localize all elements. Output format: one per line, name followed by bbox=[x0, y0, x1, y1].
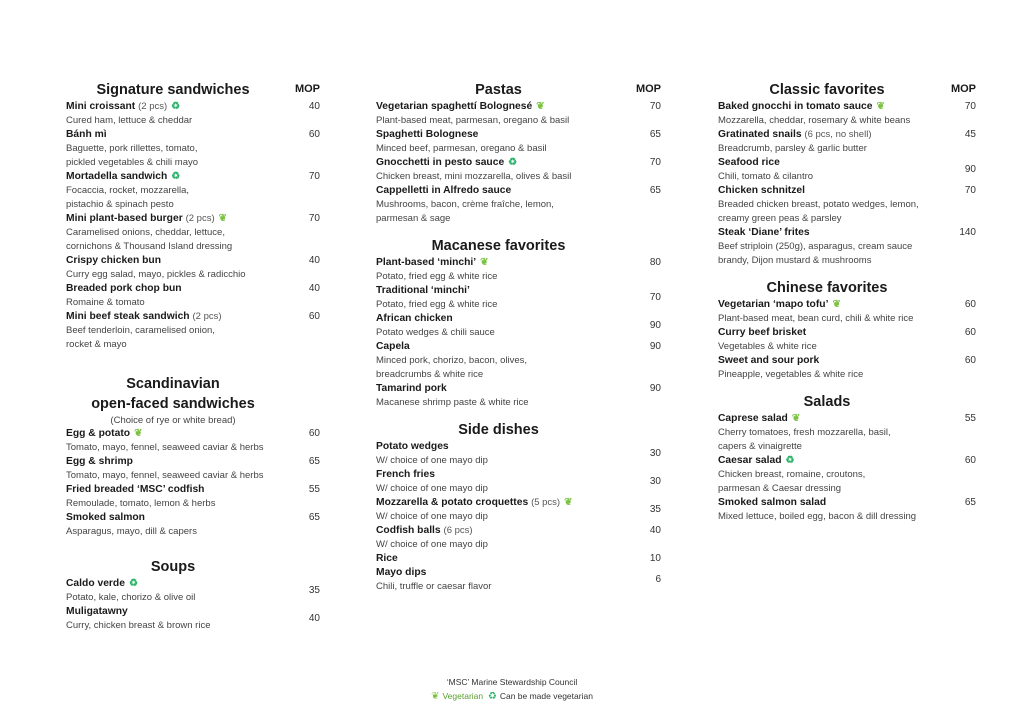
item-name: Caesar salad bbox=[718, 455, 782, 466]
menu-item bbox=[66, 455, 320, 483]
recycle-icon: ♻ bbox=[171, 171, 181, 182]
menu-item bbox=[718, 156, 976, 184]
item-line bbox=[718, 298, 946, 312]
item-name: Curry beef brisket bbox=[718, 327, 807, 338]
legend-can-be-vegetarian: Can be made vegetarian bbox=[499, 691, 593, 701]
item-price: 90 bbox=[649, 320, 661, 331]
item-description: Minced beef, parmesan, oregano & basil bbox=[376, 143, 547, 154]
menu-section bbox=[66, 557, 320, 633]
item-line bbox=[66, 455, 290, 469]
item-line bbox=[376, 496, 631, 510]
item-name: Gratinated snails bbox=[718, 129, 802, 140]
item-price: 70 bbox=[308, 213, 320, 224]
item-name: Vegetarian spaghettí Bolognesé bbox=[376, 101, 533, 112]
item-description: Breaded chicken breast, potato wedges, lemon, creamy green peas & parsley bbox=[718, 199, 919, 224]
item-price: 70 bbox=[964, 185, 976, 196]
item-name: Gnocchetti in pesto sauce bbox=[376, 157, 505, 168]
item-portion: (5 pcs) bbox=[531, 497, 561, 508]
item-line bbox=[66, 254, 290, 268]
menu-item bbox=[376, 100, 661, 128]
item-price: 40 bbox=[649, 525, 661, 536]
item-name: Potato wedges bbox=[376, 441, 449, 452]
item-price: 80 bbox=[649, 257, 661, 268]
section-title: Signature sandwiches bbox=[96, 82, 250, 98]
item-price: 60 bbox=[308, 129, 320, 140]
item-price: 70 bbox=[308, 171, 320, 182]
recycle-icon: ♻ bbox=[508, 157, 518, 168]
item-name: Steak ‘Diane’ frites bbox=[718, 227, 810, 238]
item-line bbox=[66, 310, 290, 324]
item-line bbox=[376, 100, 631, 114]
item-price: 35 bbox=[308, 585, 320, 596]
menu-item bbox=[718, 412, 976, 454]
item-description: Cherry tomatoes, fresh mozzarella, basil, capers & vinaigrette bbox=[718, 427, 891, 452]
item-name: Mini beef steak sandwich bbox=[66, 311, 190, 322]
item-name: Chicken schnitzel bbox=[718, 185, 805, 196]
menu-section bbox=[718, 80, 976, 268]
item-line bbox=[66, 483, 290, 497]
item-line bbox=[718, 354, 946, 368]
item-name: Codfish balls bbox=[376, 525, 441, 536]
item-description: Remoulade, tomato, lemon & herbs bbox=[66, 498, 216, 509]
item-name: Mozzarella & potato croquettes bbox=[376, 497, 529, 508]
item-price: 55 bbox=[308, 484, 320, 495]
item-line bbox=[66, 511, 290, 525]
section-header bbox=[718, 392, 976, 412]
section-title: Scandinavian open-faced sandwiches bbox=[91, 376, 255, 412]
item-portion: (2 pcs) bbox=[192, 311, 222, 322]
item-name: Tamarind pork bbox=[376, 383, 447, 394]
menu-item bbox=[66, 170, 320, 212]
item-price: 30 bbox=[649, 476, 661, 487]
currency-label: MOP bbox=[950, 83, 976, 95]
item-line bbox=[376, 340, 631, 354]
item-description: Caramelised onions, cheddar, lettuce, cornichons & Thousand Island dressing bbox=[66, 227, 233, 252]
recycle-icon: ♻ bbox=[785, 455, 795, 466]
leaf-icon: ❦ bbox=[134, 428, 143, 439]
item-price: 45 bbox=[964, 129, 976, 140]
item-name: Spaghetti Bolognese bbox=[376, 129, 479, 140]
section-header bbox=[66, 80, 320, 100]
item-price: 60 bbox=[964, 455, 976, 466]
recycle-icon: ♻ bbox=[487, 691, 497, 702]
item-name: Mini croissant bbox=[66, 101, 136, 112]
menu-item bbox=[66, 310, 320, 352]
item-name: Fried breaded ‘MSC’ codfish bbox=[66, 484, 205, 495]
item-name: Plant-based ‘minchi’ bbox=[376, 257, 477, 268]
menu-item bbox=[718, 326, 976, 354]
item-price: 90 bbox=[964, 164, 976, 175]
item-price: 70 bbox=[649, 292, 661, 303]
item-price: 30 bbox=[649, 448, 661, 459]
menu-section bbox=[376, 80, 661, 226]
currency-label: MOP bbox=[294, 83, 320, 95]
menu-item bbox=[66, 254, 320, 282]
item-line bbox=[376, 566, 631, 580]
item-line bbox=[376, 440, 631, 454]
leaf-icon: ❦ bbox=[536, 101, 545, 112]
item-price: 40 bbox=[308, 613, 320, 624]
item-description: Beef striploin (250g), asparagus, cream sauce brandy, Dijon mustard & mushrooms bbox=[718, 241, 913, 266]
menu-item bbox=[718, 184, 976, 226]
item-name: Muligatawny bbox=[66, 606, 128, 617]
item-name: Egg & shrimp bbox=[66, 456, 133, 467]
msc-note: ‘MSC’ Marine Stewardship Council bbox=[446, 677, 578, 687]
menu-section bbox=[376, 236, 661, 410]
item-description: Macanese shrimp paste & white rice bbox=[376, 397, 529, 408]
section-subtitle: (Choice of rye or white bread) bbox=[110, 415, 236, 426]
item-price: 60 bbox=[308, 428, 320, 439]
leaf-icon: ❦ bbox=[564, 497, 573, 508]
item-name: Egg & potato bbox=[66, 428, 131, 439]
menu-item bbox=[66, 100, 320, 128]
item-description: Minced pork, chorizo, bacon, olives, breadcrumbs & white rice bbox=[376, 355, 528, 380]
item-price: 140 bbox=[959, 227, 976, 238]
item-price: 65 bbox=[649, 185, 661, 196]
legend-vegetarian: Vegetarian bbox=[442, 691, 484, 701]
section-title: Macanese favorites bbox=[431, 238, 566, 254]
item-description: Breadcrumb, parsley & garlic butter bbox=[718, 143, 867, 154]
item-line bbox=[718, 184, 946, 198]
item-line bbox=[66, 577, 290, 591]
item-price: 90 bbox=[649, 341, 661, 352]
item-line bbox=[718, 326, 946, 340]
item-name: Baked gnocchi in tomato sauce bbox=[718, 101, 873, 112]
leaf-icon: ❦ bbox=[480, 257, 489, 268]
item-description: Mushrooms, bacon, crème fraîche, lemon, parmesan & sage bbox=[376, 199, 554, 224]
menu-item bbox=[718, 354, 976, 382]
menu-section bbox=[66, 80, 320, 352]
item-price: 70 bbox=[649, 157, 661, 168]
item-description: Chicken breast, mini mozzarella, olives & basil bbox=[376, 171, 572, 182]
item-name: Smoked salmon bbox=[66, 512, 145, 523]
item-price: 60 bbox=[964, 327, 976, 338]
item-name: Breaded pork chop bun bbox=[66, 283, 182, 294]
item-description: Potato, fried egg & white rice bbox=[376, 271, 498, 282]
item-line bbox=[66, 128, 290, 142]
item-description: Potato, kale, chorizo & olive oil bbox=[66, 592, 196, 603]
menu-item bbox=[376, 496, 661, 524]
item-price: 10 bbox=[649, 553, 661, 564]
menu-item bbox=[66, 282, 320, 310]
item-description: Chili, tomato & cilantro bbox=[718, 171, 814, 182]
item-name: Bánh mì bbox=[66, 129, 107, 140]
item-description: Cured ham, lettuce & cheddar bbox=[66, 115, 193, 126]
item-line bbox=[376, 552, 631, 566]
item-line bbox=[66, 282, 290, 296]
menu-item bbox=[718, 454, 976, 496]
item-line bbox=[66, 100, 290, 114]
item-name: Vegetarian ‘mapo tofu’ bbox=[718, 299, 829, 310]
item-line bbox=[376, 312, 631, 326]
item-description: Beef tenderloin, caramelised onion, rocket & mayo bbox=[66, 325, 215, 350]
item-description: Chicken breast, romaine, croutons, parmesan & Caesar dressing bbox=[718, 469, 866, 494]
item-price: 6 bbox=[655, 574, 661, 585]
item-description: Potato wedges & chili sauce bbox=[376, 327, 495, 338]
section-title: Chinese favorites bbox=[766, 280, 888, 296]
item-name: Sweet and sour pork bbox=[718, 355, 820, 366]
menu-item bbox=[376, 552, 661, 566]
menu-column-1 bbox=[66, 80, 320, 647]
item-price: 70 bbox=[649, 101, 661, 112]
item-description: Mixed lettuce, boiled egg, bacon & dill dressing bbox=[718, 511, 917, 522]
section-title: Salads bbox=[803, 394, 851, 410]
item-name: Cappelletti in Alfredo sauce bbox=[376, 185, 512, 196]
menu-item bbox=[66, 212, 320, 254]
recycle-icon: ♻ bbox=[171, 101, 181, 112]
item-description: W/ choice of one mayo dip bbox=[376, 511, 488, 522]
item-description: Vegetables & white rice bbox=[718, 341, 817, 352]
item-line bbox=[718, 156, 946, 170]
item-description: Curry egg salad, mayo, pickles & radicchio bbox=[66, 269, 246, 280]
item-line bbox=[376, 468, 631, 482]
item-line bbox=[718, 226, 946, 240]
section-header bbox=[66, 374, 320, 414]
item-price: 60 bbox=[964, 299, 976, 310]
item-name: Caldo verde bbox=[66, 578, 125, 589]
menu-item bbox=[66, 427, 320, 455]
menu-section bbox=[66, 374, 320, 539]
section-header bbox=[376, 420, 661, 440]
menu-item bbox=[376, 256, 661, 284]
menu-item bbox=[718, 496, 976, 524]
item-name: Traditional ‘minchi’ bbox=[376, 285, 470, 296]
section-title: Side dishes bbox=[458, 422, 539, 438]
menu-item bbox=[718, 226, 976, 268]
item-description: Pineapple, vegetables & white rice bbox=[718, 369, 864, 380]
item-line bbox=[718, 412, 946, 426]
menu-item bbox=[66, 577, 320, 605]
item-portion: (6 pcs, no shell) bbox=[804, 129, 872, 140]
menu-item bbox=[376, 440, 661, 468]
leaf-icon: ❦ bbox=[832, 299, 841, 310]
menu-item bbox=[718, 100, 976, 128]
item-name: Mayo dips bbox=[376, 567, 427, 578]
leaf-icon: ❦ bbox=[791, 413, 801, 424]
item-portion: (6 pcs) bbox=[443, 525, 473, 536]
item-line bbox=[718, 128, 946, 142]
item-line bbox=[66, 605, 290, 619]
item-price: 55 bbox=[964, 413, 976, 424]
item-portion: (2 pcs) bbox=[185, 213, 215, 224]
item-line bbox=[376, 382, 631, 396]
menu-section bbox=[376, 420, 661, 594]
item-line bbox=[718, 100, 946, 114]
menu-item bbox=[376, 312, 661, 340]
menu-item bbox=[376, 156, 661, 184]
menu-section bbox=[718, 278, 976, 382]
item-line bbox=[66, 212, 290, 226]
item-line bbox=[376, 524, 631, 538]
leaf-icon: ❦ bbox=[218, 213, 228, 224]
menu-item bbox=[376, 566, 661, 594]
menu-item bbox=[376, 284, 661, 312]
item-name: Smoked salmon salad bbox=[718, 497, 827, 508]
item-description: W/ choice of one mayo dip bbox=[376, 539, 488, 550]
section-title: Classic favorites bbox=[769, 82, 885, 98]
item-line bbox=[66, 427, 290, 441]
menu-item bbox=[718, 128, 976, 156]
item-name: Seafood rice bbox=[718, 157, 780, 168]
item-line bbox=[66, 170, 290, 184]
section-header bbox=[376, 80, 661, 100]
item-line bbox=[376, 128, 631, 142]
item-line bbox=[376, 284, 631, 298]
item-description: Mozzarella, cheddar, rosemary & white beans bbox=[718, 115, 911, 126]
section-header bbox=[66, 557, 320, 577]
item-description: Plant-based meat, bean curd, chili & white rice bbox=[718, 313, 914, 324]
item-description: Chili, truffle or caesar flavor bbox=[376, 581, 492, 592]
item-line bbox=[718, 454, 946, 468]
item-name: Mini plant-based burger bbox=[66, 213, 183, 224]
item-description: Romaine & tomato bbox=[66, 297, 145, 308]
leaf-icon: ❦ bbox=[876, 101, 885, 112]
menu-item bbox=[66, 511, 320, 539]
section-header bbox=[376, 236, 661, 256]
item-description: Potato, fried egg & white rice bbox=[376, 299, 498, 310]
item-name: Capela bbox=[376, 341, 410, 352]
menu-column-2 bbox=[376, 80, 661, 608]
item-price: 35 bbox=[649, 504, 661, 515]
menu-item bbox=[376, 524, 661, 552]
menu-item bbox=[376, 468, 661, 496]
item-name: French fries bbox=[376, 469, 435, 480]
item-price: 60 bbox=[308, 311, 320, 322]
item-description: Focaccia, rocket, mozzarella, pistachio & spinach pesto bbox=[66, 185, 190, 210]
item-line bbox=[376, 256, 631, 270]
item-line bbox=[718, 496, 946, 510]
currency-label: MOP bbox=[635, 83, 661, 95]
menu-section bbox=[718, 392, 976, 524]
item-description: W/ choice of one mayo dip bbox=[376, 455, 488, 466]
item-price: 70 bbox=[964, 101, 976, 112]
menu-column-3 bbox=[718, 80, 976, 538]
menu-item bbox=[66, 483, 320, 511]
item-description: Baguette, pork rillettes, tomato, pickled vegetables & chili mayo bbox=[66, 143, 199, 168]
item-line bbox=[376, 184, 631, 198]
item-price: 65 bbox=[649, 129, 661, 140]
item-price: 65 bbox=[964, 497, 976, 508]
item-price: 60 bbox=[964, 355, 976, 366]
menu-item bbox=[66, 128, 320, 170]
menu-item bbox=[376, 340, 661, 382]
item-description: Asparagus, mayo, dill & capers bbox=[66, 526, 197, 537]
item-price: 40 bbox=[308, 255, 320, 266]
leaf-icon: ❦ bbox=[431, 691, 440, 702]
item-description: Tomato, mayo, fennel, seaweed caviar & herbs bbox=[66, 442, 264, 453]
item-price: 40 bbox=[308, 101, 320, 112]
section-title: Soups bbox=[150, 559, 196, 575]
legend-row bbox=[0, 689, 1024, 704]
item-description: W/ choice of one mayo dip bbox=[376, 483, 488, 494]
item-name: Caprese salad bbox=[718, 413, 788, 424]
item-line bbox=[376, 156, 631, 170]
item-description: Curry, chicken breast & brown rice bbox=[66, 620, 211, 631]
item-price: 65 bbox=[308, 456, 320, 467]
item-description: Tomato, mayo, fennel, seaweed caviar & herbs bbox=[66, 470, 264, 481]
item-name: African chicken bbox=[376, 313, 453, 324]
item-description: Plant-based meat, parmesan, oregano & basil bbox=[376, 115, 570, 126]
section-header bbox=[718, 80, 976, 100]
section-title: Pastas bbox=[475, 82, 522, 98]
menu-item bbox=[376, 382, 661, 410]
item-name: Rice bbox=[376, 553, 398, 564]
item-name: Mortadella sandwich bbox=[66, 171, 168, 182]
recycle-icon: ♻ bbox=[128, 578, 138, 589]
item-price: 65 bbox=[308, 512, 320, 523]
menu-item bbox=[376, 184, 661, 226]
item-price: 40 bbox=[308, 283, 320, 294]
menu-item bbox=[718, 298, 976, 326]
menu-item bbox=[66, 605, 320, 633]
menu-item bbox=[376, 128, 661, 156]
legend-footer bbox=[0, 675, 1024, 704]
item-price: 90 bbox=[649, 383, 661, 394]
item-portion: (2 pcs) bbox=[138, 101, 168, 112]
item-name: Crispy chicken bun bbox=[66, 255, 161, 266]
section-header bbox=[718, 278, 976, 298]
